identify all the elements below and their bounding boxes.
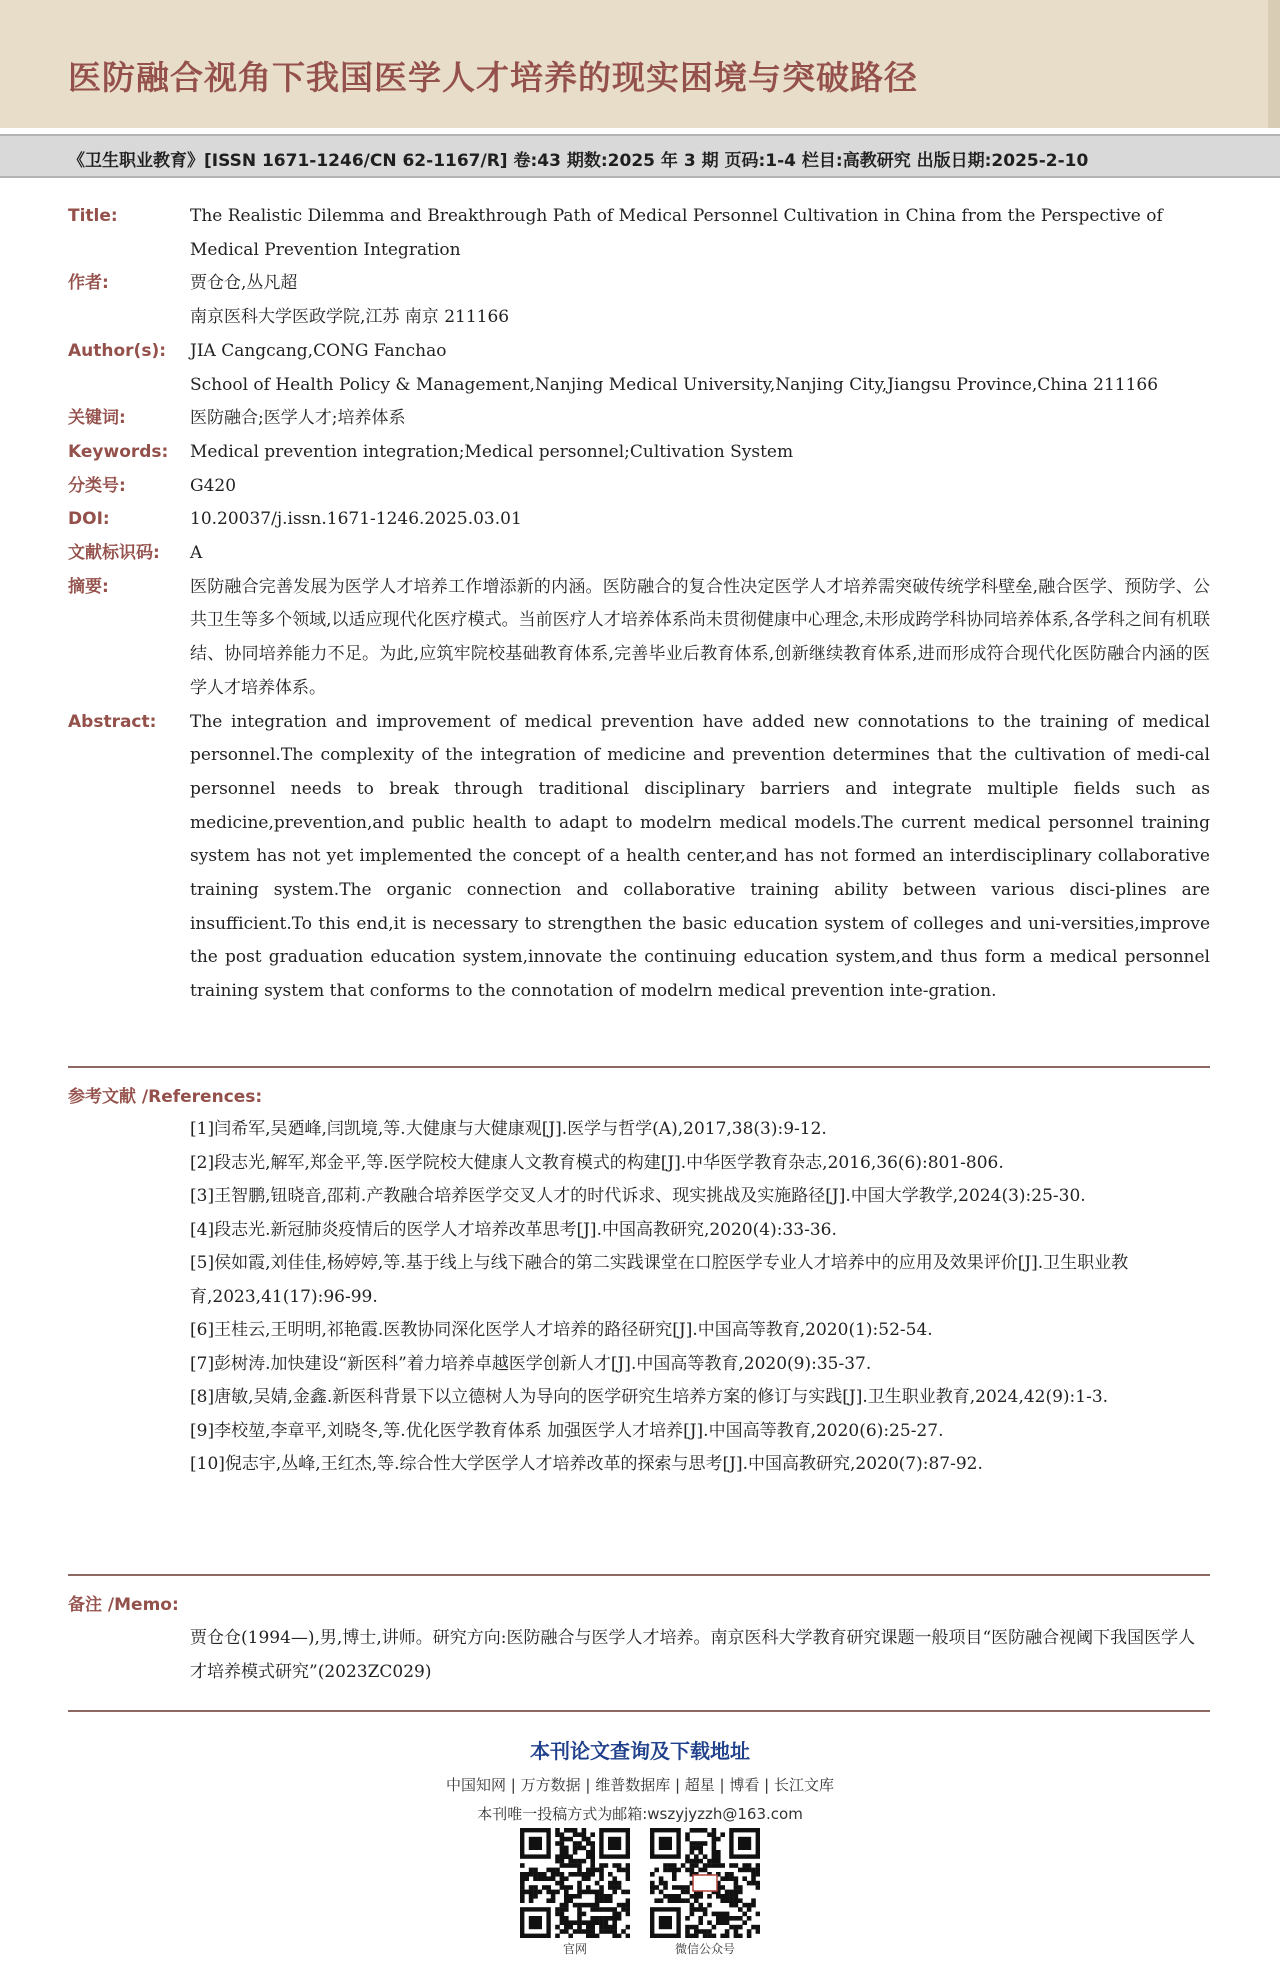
qr-caption: 微信公众号 bbox=[674, 1942, 735, 1956]
doc-code-label: 文献标识码: bbox=[68, 543, 160, 564]
keywords-cn-row bbox=[68, 402, 1210, 436]
title-banner bbox=[0, 0, 1280, 128]
footer-title: 本刊论文查询及下载地址 bbox=[530, 1739, 750, 1763]
article-metadata bbox=[68, 200, 1210, 1009]
divider bbox=[68, 1574, 1210, 1576]
reference-item: [1]闫希军,吴廼峰,闫凯境,等.大健康与大健康观[J].医学与哲学(A),2017,38(3):9-12. bbox=[190, 1119, 827, 1139]
author-cn-row bbox=[68, 267, 1210, 334]
title-row bbox=[68, 200, 1210, 267]
submission-email: 本刊唯一投稿方式为邮箱:wszyjyzzh@163.com bbox=[477, 1805, 803, 1823]
wechat-qr bbox=[650, 1828, 760, 1957]
abstract-en-row bbox=[68, 706, 1210, 1009]
reference-item: [8]唐敏,吴婧,金鑫.新医科背景下以立德树人为导向的医学研究生培养方案的修订与实践[J].卫生职业教育,2024,42(9):1-3. bbox=[190, 1387, 1109, 1407]
abstract-en: The integration and improvement of medical prevention have added new connotations to the training of medical personnel.The complexity of the integration of medicine and prevention determines that the cultivation of medi-cal personnel needs to break through traditional disciplinary barriers and integrate multiple fields such as medicine,prevention,and public health to adapt to modelrn medical models.The current medical personnel training system has not yet implemented the concept of a health center,and has not formed an interdisciplinary collaborative training system.The organic connection and collaborative training ability between various disci-plines are insufficient.To this end,it is necessary to strengthen the basic education system of colleges and uni-versities,improve the post graduation education system,innovate the continuing education system,and thus form a medical personnel training system that conforms to the connotation of modelrn medical prevention inte-gration. bbox=[190, 711, 1210, 1002]
qr-code-icon[interactable] bbox=[520, 1828, 630, 1938]
affiliation-en: School of Health Policy & Management,Nanjing Medical University,Nanjing City,Jiangsu Province,China 211166 bbox=[190, 374, 1159, 395]
doc-code-row bbox=[68, 537, 1210, 571]
reference-item: [6]王桂云,王明明,祁艳霞.医教协同深化医学人才培养的路径研究[J].中国高等教育,2020(1):52-54. bbox=[190, 1320, 933, 1340]
keywords-en-row bbox=[68, 436, 1210, 470]
classification-row bbox=[68, 470, 1210, 504]
doi-value[interactable]: 10.20037/j.issn.1671-1246.2025.03.01 bbox=[190, 509, 522, 530]
reference-item: [9]李校堃,李章平,刘晓冬,等.优化医学教育体系 加强医学人才培养[J].中国高等教育,2020(6):25-27. bbox=[190, 1420, 944, 1441]
classification-number: G420 bbox=[190, 475, 237, 496]
author-en-label: Author(s): bbox=[68, 340, 167, 361]
reference-item: [3]王智鹏,钮晓音,邵莉.产教融合培养医学交叉人才的时代诉求、现实挑战及实施路径[J].中国大学教学,2024(3):25-30. bbox=[190, 1186, 1086, 1206]
journal-info-bar: 《卫生职业教育》[ISSN 1671-1246/CN 62-1167/R] 卷:43 期数:2025 年 3 期 页码:1-4 栏目:高教研究 出版日期:2025-2-10 bbox=[0, 134, 1280, 178]
author-en-row bbox=[68, 335, 1210, 402]
download-footer bbox=[0, 1735, 1280, 1824]
keywords-en: Medical prevention integration;Medical personnel;Cultivation System bbox=[190, 441, 794, 462]
author-en: JIA Cangcang,CONG Fanchao bbox=[190, 340, 447, 361]
divider bbox=[68, 1066, 1210, 1068]
doc-code: A bbox=[190, 543, 203, 564]
database-list: 中国知网 | 万方数据 | 维普数据库 | 超星 | 博看 | 长江文库 bbox=[446, 1776, 834, 1794]
keywords-cn: 医防融合;医学人才;培养体系 bbox=[190, 408, 406, 429]
abstract-en-label: Abstract: bbox=[68, 711, 157, 732]
reference-list bbox=[190, 1113, 1210, 1482]
abstract-cn-label: 摘要: bbox=[68, 576, 109, 597]
affiliation-cn: 南京医科大学医政学院,江苏 南京 211166 bbox=[190, 307, 510, 328]
article-title: 医防融合视角下我国医学人才培养的现实困境与突破路径 bbox=[68, 58, 918, 97]
abstract-cn-row bbox=[68, 571, 1210, 706]
title-label: Title: bbox=[68, 206, 118, 226]
reference-item: [4]段志光.新冠肺炎疫情后的医学人才培养改革思考[J].中国高教研究,2020(4):33-36. bbox=[190, 1219, 837, 1240]
reference-item: [7]彭树涛.加快建设“新医科”着力培养卓越医学创新人才[J].中国高等教育,2020(9):35-37. bbox=[190, 1353, 872, 1374]
website-qr bbox=[520, 1828, 630, 1957]
references-heading: 参考文献 /References: bbox=[68, 1087, 263, 1107]
qr-code-icon[interactable] bbox=[650, 1828, 760, 1938]
memo-heading: 备注 /Memo: bbox=[68, 1595, 179, 1615]
author-cn-label: 作者: bbox=[68, 273, 109, 294]
doi-label: DOI: bbox=[68, 509, 110, 530]
reference-item: [10]倪志宇,丛峰,王红杰,等.综合性大学医学人才培养改革的探索与思考[J].中国高教研究,2020(7):87-92. bbox=[190, 1454, 983, 1474]
reference-item: [2]段志光,解军,郑金平,等.医学院校大健康人文教育模式的构建[J].中华医学教育杂志,2016,36(6):801-806. bbox=[190, 1152, 1004, 1173]
english-title: The Realistic Dilemma and Breakthrough Path of Medical Personnel Cultivation in China from the Perspective of Medical Prevention Integration bbox=[190, 206, 1163, 260]
memo-text: 贾仓仓(1994—),男,博士,讲师。研究方向:医防融合与医学人才培养。南京医科大学教育研究课题一般项目“医防融合视阈下我国医学人才培养模式研究”(2023ZC029) bbox=[190, 1628, 1196, 1682]
keywords-en-label: Keywords: bbox=[68, 441, 169, 462]
author-cn: 贾仓仓,丛凡超 bbox=[190, 273, 298, 294]
doi-row bbox=[68, 503, 1210, 537]
qr-caption: 官网 bbox=[562, 1942, 587, 1956]
classification-label: 分类号: bbox=[68, 475, 126, 496]
abstract-cn: 医防融合完善发展为医学人才培养工作增添新的内涵。医防融合的复合性决定医学人才培养需突破传统学科壁垒,融合医学、预防学、公共卫生等多个领域,以适应现代化医疗模式。当前医疗人才培养体系尚未贯彻健康中心理念,未形成跨学科协同培养体系,各学科之间有机联结、协同培养能力不足。为此,应筑牢院校基础教育体系,完善毕业后教育体系,创新继续教育体系,进而形成符合现代化医防融合内涵的医学人才培养体系。 bbox=[190, 576, 1210, 698]
keywords-cn-label: 关键词: bbox=[68, 408, 126, 429]
divider bbox=[68, 1710, 1210, 1712]
reference-item: [5]侯如霞,刘佳佳,杨婷婷,等.基于线上与线下融合的第二实践课堂在口腔医学专业人才培养中的应用及效果评价[J].卫生职业教育,2023,41(17):96-99. bbox=[190, 1253, 1129, 1307]
